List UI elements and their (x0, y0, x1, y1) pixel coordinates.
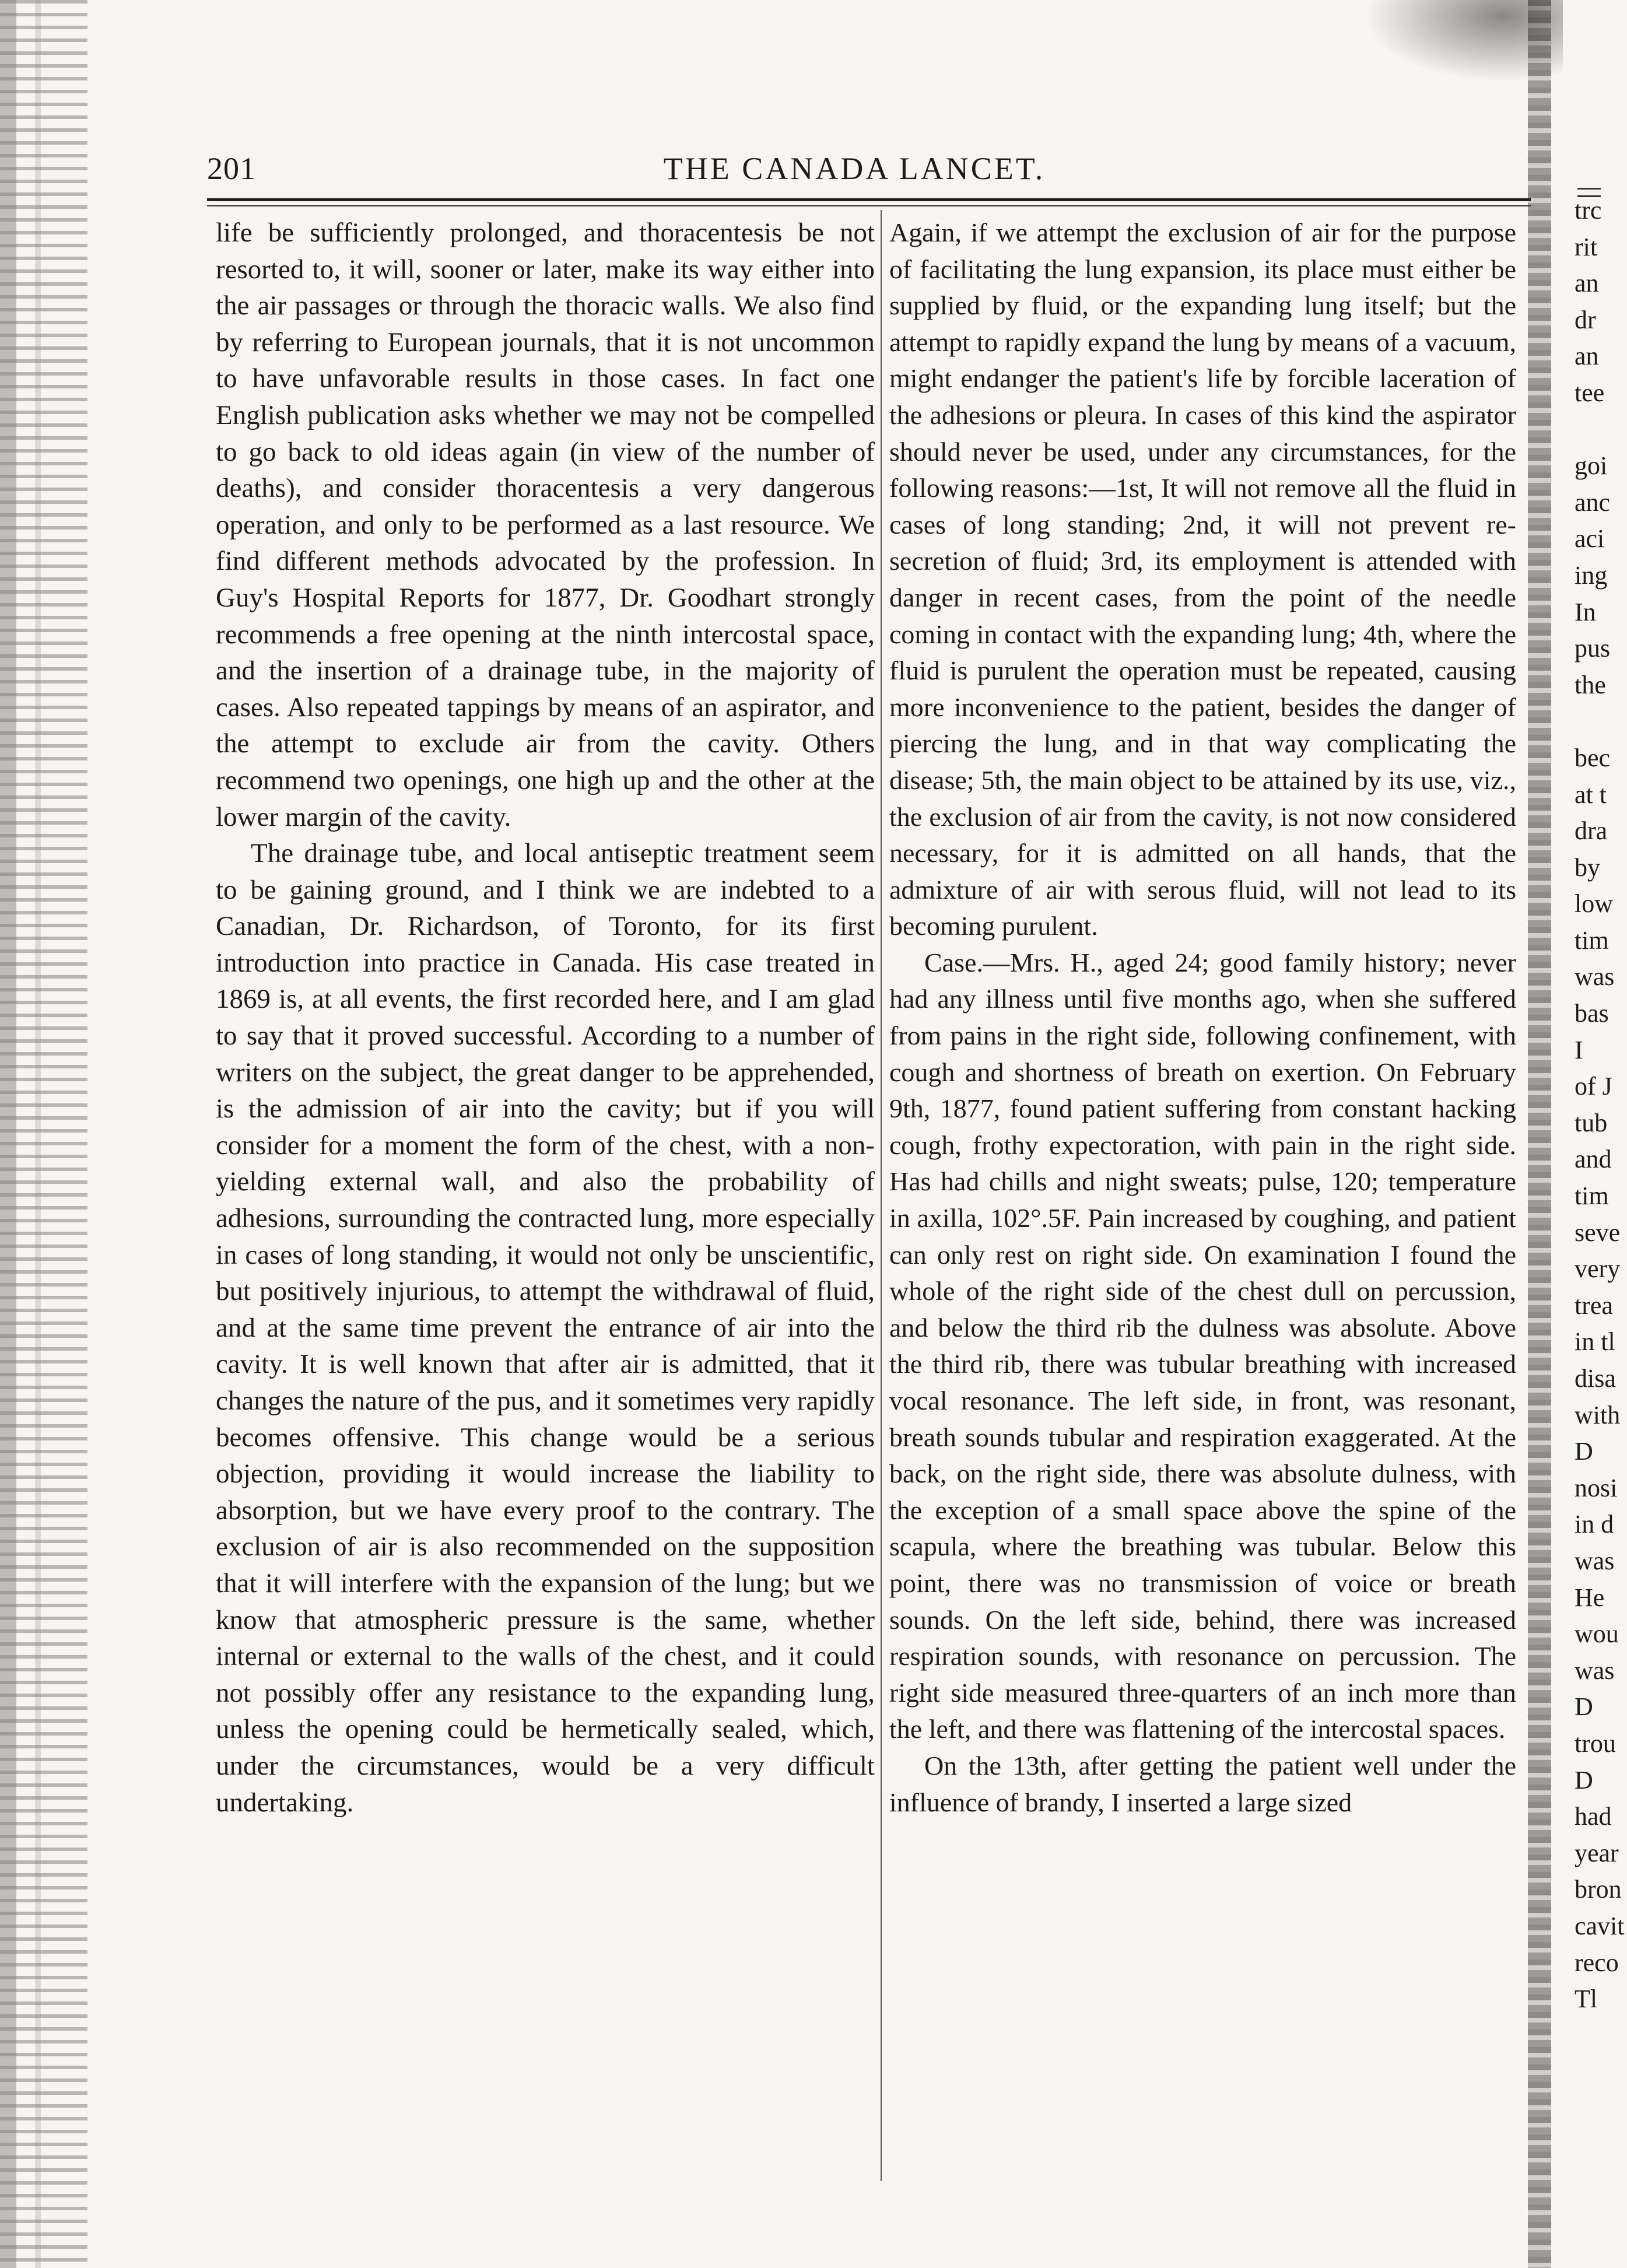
facing-page-fragment: an (1575, 342, 1599, 371)
facing-page-fragment: of J (1575, 1072, 1612, 1101)
left-column (216, 215, 875, 2197)
facing-page-fragment: with (1575, 1400, 1621, 1429)
paragraph: The drainage tube, and local antiseptic treatment seem to be gaining ground, and I think we are indebted to a Canadian, Dr. Richardson, of Toronto, for its first introduction into practice in Canada. His case treated in 1869 is, at all events, the first recorded here, and I am glad to say that it proved successful. According to a number of writers on the subject, the great danger to be apprehended, is the admission of air into the cavity; but if you will consider for a moment the form of the chest, with a non-yielding external wall, and also the probability of adhesions, surrounding the contracted lung, more especially in cases of long standing, it would not only be unscientific, but positively injurious, to attempt the withdrawal of fluid, and at the same time prevent the entrance of air into the cavity. It is well known that after air is admitted, that it changes the nature of the pus, and it sometimes very rapidly becomes offensive. This change would be a serious objection, providing it would increase the liability to absorption, but we have every proof to the contrary. The exclusion of air is also recommended on the supposition that it will interfere with the expansion of the lung; but we know that atmospheric pressure is the same, whether internal or external to the walls of the chest, and it could not possibly offer any resistance to the expanding lung, unless the opening could be hermetically sealed, which, under the circumstances, would be a very difficult undertaking. (216, 838, 875, 1818)
facing-page-fragment: at t (1575, 780, 1607, 809)
facing-page-fragment: trea (1575, 1291, 1613, 1320)
facing-page-fragment: He (1575, 1583, 1605, 1612)
header-rule (207, 198, 1531, 201)
right-column (889, 215, 1516, 2197)
facing-page-fragment: in tl (1575, 1327, 1615, 1356)
facing-page-fragment: goi (1575, 451, 1608, 481)
facing-page-fragment: bec (1575, 743, 1611, 772)
facing-page-fragment: reco (1575, 1948, 1619, 1977)
facing-page-fragment: tee (1575, 378, 1605, 407)
facing-page-fragment: ing (1575, 560, 1608, 590)
column-divider (881, 210, 882, 2181)
facing-page-fragment: anc (1575, 488, 1611, 517)
facing-page-fragment: trou (1575, 1729, 1616, 1758)
facing-page-fragment: D (1575, 1437, 1593, 1466)
facing-page-fragment: cavit (1575, 1911, 1625, 1940)
facing-page-fragment: was (1575, 1656, 1615, 1685)
facing-page-fragment: trc (1575, 196, 1602, 225)
facing-page-fragment: tim (1575, 926, 1609, 955)
facing-page-fragment: the (1575, 670, 1606, 699)
paragraph: life be sufficiently prolonged, and thoracentesis be not resorted to, it will, sooner or later, make its way either into the air passages or through the thoracic walls. We also find by referring to European journals, that it is not uncommon to have unfavorable results in those cases. In fact one English publication asks whether we may not be compelled to go back to old ideas again (in view of the number of deaths), and consider thoracentesis a very dangerous operation, and only to be performed as a last resource. We find different methods advocated by the profession. In Guy's Hospital Reports for 1877, Dr. Goodhart strongly recommends a free opening at the ninth intercostal space, and the insertion of a drainage tube, in the majority of cases. Also repeated tappings by means of an aspirator, and the attempt to exclude air from the cavity. Others recommend two openings, one high up and the other at the lower margin of the cavity. (216, 218, 875, 832)
header-rule-thin (207, 205, 1531, 206)
facing-page-fragment: rit (1575, 232, 1598, 261)
page-header (207, 150, 1502, 197)
facing-page-fragment: seve (1575, 1218, 1621, 1247)
facing-page-fragment: low (1575, 889, 1613, 919)
facing-page-fragment: D (1575, 1765, 1593, 1794)
facing-page-strip (1575, 192, 1627, 2175)
facing-page-fragment: Tl (1575, 1985, 1598, 2014)
facing-page-fragment: tim (1575, 1182, 1609, 1211)
facing-page-fragment: bas (1575, 999, 1609, 1028)
facing-page-fragment: year (1575, 1838, 1619, 1867)
facing-page-fragment (1575, 412, 1627, 448)
facing-page-fragment: aci (1575, 524, 1605, 553)
running-title: THE CANADA LANCET. (663, 151, 1046, 186)
paragraph: Case.—Mrs. H., aged 24; good family history; never had any illness until five months ago, when she suffered from pains in the right side, following confinement, with cough and shortness of breath on exertion. On February 9th, 1877, found patient suffering from constant hacking cough, frothy expectoration, with pain in the right side. Has had chills and night sweats; pulse, 120; temperature in axilla, 102°.5F. Pain increased by coughing, and patient can only rest on right side. On examination I found the whole of the right side of the chest dull on percussion, and below the third rib the dulness was absolute. Above the third rib, there was tubular breathing with increased vocal resonance. The left side, in front, was resonant, breath sounds tubular and respiration exaggerated. At the back, on the right side, there was absolute dulness, with the exception of a small space above the spine of the scapula, where the breathing was tubular. Below this point, there was no transmission of voice or breath sounds. On the left side, behind, there was increased respiration sounds, with resonance on percussion. The right side measured three-quarters of an inch more than the left, and there was flattening of the intercostal spaces. (889, 947, 1516, 1744)
facing-page-fragment: tub (1575, 1108, 1608, 1137)
facing-page-fragment: an (1575, 269, 1599, 298)
facing-page-fragment: disa (1575, 1364, 1616, 1393)
page-number: 201 (207, 151, 256, 186)
facing-page-fragment: in d (1575, 1510, 1614, 1539)
facing-page-fragment (1575, 703, 1627, 740)
facing-page-fragment: dr (1575, 305, 1596, 334)
facing-page-fragment: and (1575, 1145, 1612, 1174)
facing-page-fragment: In (1575, 597, 1596, 626)
facing-page-fragment: I (1575, 1035, 1583, 1064)
scan-smudge (1365, 0, 1563, 82)
facing-page-fragment: bron (1575, 1875, 1622, 1904)
facing-page-fragment: had (1575, 1802, 1612, 1831)
paragraph: On the 13th, after getting the patient well under the influence of brandy, I inserted a large sized (889, 1750, 1516, 1817)
facing-page-fragment: D (1575, 1692, 1593, 1722)
facing-page-fragment: dra (1575, 816, 1608, 846)
paragraph: Again, if we attempt the exclusion of air for the purpose of facilitating the lung expansion, its place must either be supplied by fluid, or the expanding lung itself; but the attempt to rapidly expand the lung by means of a vacuum, might endanger the patient's life by forcible laceration of the adhesions or pleura. In cases of this kind the aspirator should never be used, under any circumstances, for the following reasons:—1st, It will not remove all the fluid in cases of long standing; 2nd, it will not prevent re-secretion of fluid; 3rd, its employment is attended with danger in recent cases, from the point of the needle coming in contact with the expanding lung; 4th, where the fluid is purulent the operation must be repeated, causing more inconvenience to the patient, besides the danger of piercing the lung, and in that way complicating the disease; 5th, the main object to be attained by its use, viz., the exclusion of air from the cavity, is not now considered necessary, for it is admitted on all hands, that the admixture of air with serous fluid, will not lead to its becoming purulent. (889, 218, 1516, 941)
facing-page-fragment: wou (1575, 1620, 1619, 1649)
facing-page-fragment: pus (1575, 634, 1611, 663)
facing-page-fragment: was (1575, 1546, 1615, 1575)
facing-page-fragment: by (1575, 853, 1600, 882)
facing-page-fragment: nosi (1575, 1473, 1618, 1502)
facing-page-fragment: very (1575, 1254, 1621, 1284)
scan-left-edge-artifact (0, 0, 87, 2268)
facing-page-fragment: was (1575, 962, 1615, 991)
book-gutter-shadow (1528, 0, 1551, 2268)
